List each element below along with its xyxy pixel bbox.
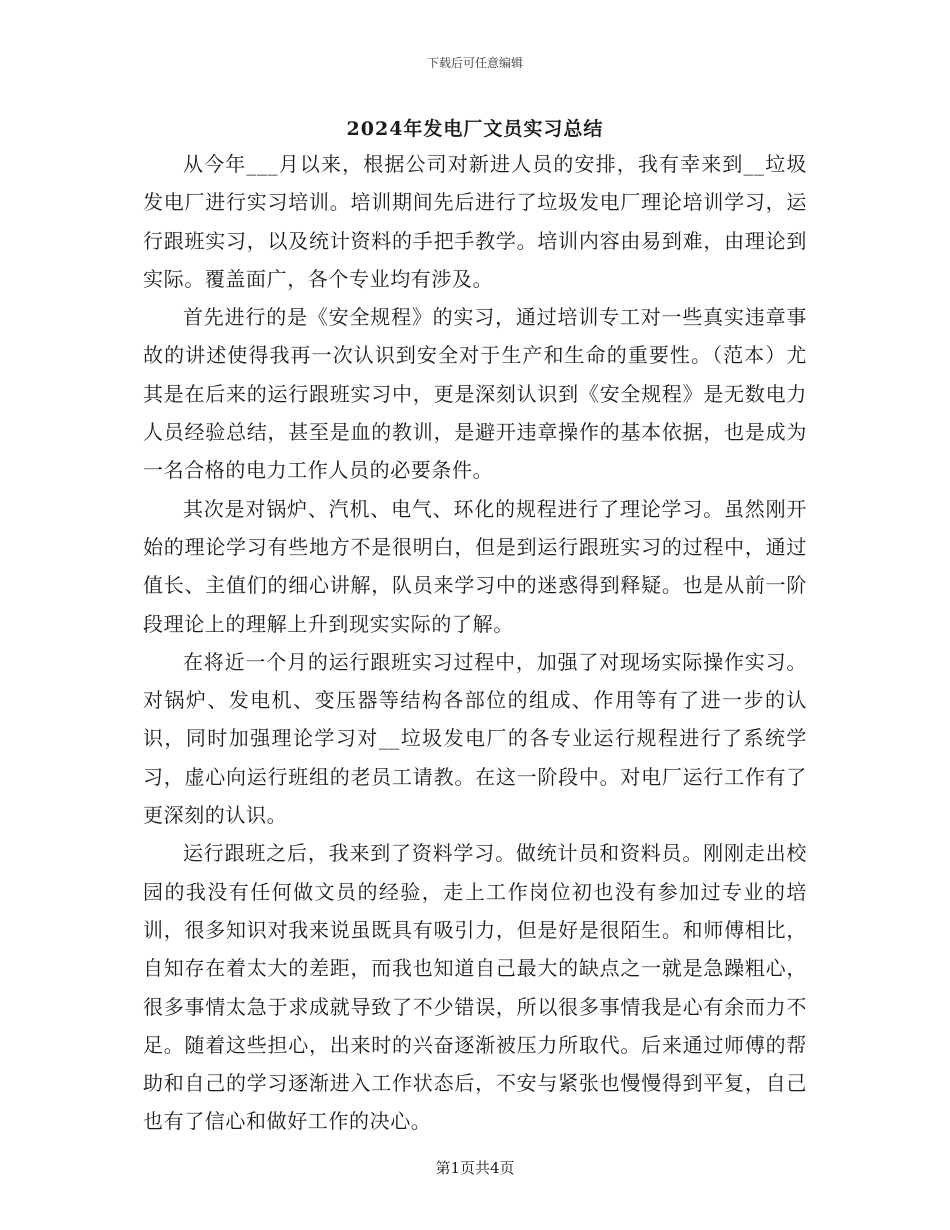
page-footer: 第1页共4页	[435, 1159, 515, 1177]
document-title: 2024年发电厂文员实习总结	[346, 118, 604, 140]
paragraph-1: 从今年___月以来，根据公司对新进人员的安排，我有幸来到__垃圾发电厂进行实习培训。培训期间先后进行了垃圾发电厂理论培训学习，运行跟班实习，以及统计资料的手把手教学。培训内容由易到难，由理论到实际。覆盖面广，各个专业均有涉及。	[143, 152, 807, 291]
paragraph-4: 在将近一个月的运行跟班实习过程中，加强了对现场实际操作实习。对锅炉、发电机、变压器等结构各部位的组成、作用等有了进一步的认识，同时加强理论学习对__垃圾发电厂的各专业运行规程进行了系统学习，虚心向运行班组的老员工请教。在这一阶段中。对电厂运行工作有了更深刻的认识。	[143, 649, 807, 828]
paragraph-2: 首先进行的是《安全规程》的实习，通过培训专工对一些真实违章事故的讲述使得我再一次认识到安全对于生产和生命的重要性。（范本）尤其是在后来的运行跟班实习中，更是深刻认识到《安全规程》是无数电力人员经验总结，甚至是血的教训，是避开违章操作的基本依据，也是成为一名合格的电力工作人员的必要条件。	[143, 305, 807, 483]
paragraph-3: 其次是对锅炉、汽机、电气、环化的规程进行了理论学习。虽然刚开始的理论学习有些地方不是很明白，但是到运行跟班实习的过程中，通过值长、主值们的细心讲解，队员来学习中的迷惑得到释疑。也是从前一阶段理论上的理解上升到现实实际的了解。	[143, 496, 807, 636]
document-body	[143, 145, 807, 1141]
paragraph-5: 运行跟班之后，我来到了资料学习。做统计员和资料员。刚刚走出校园的我没有任何做文员的经验，走上工作岗位初也没有参加过专业的培训，很多知识对我来说虽既具有吸引力，但是好是很陌生。和师傅相比，自知存在着太大的差距，而我也知道自己最大的缺点之一就是急躁粗心，很多事情太急于求成就导致了不少错误，所以很多事情我是心有余而力不足。随着这些担心，出来时的兴奋逐渐被压力所取代。后来通过师傅的帮助和自己的学习逐渐进入工作状态后，不安与紧张也慢慢得到平复，自己也有了信心和做好工作的决心。	[143, 841, 807, 1134]
header-note: 下载后可任意编辑	[426, 56, 523, 70]
